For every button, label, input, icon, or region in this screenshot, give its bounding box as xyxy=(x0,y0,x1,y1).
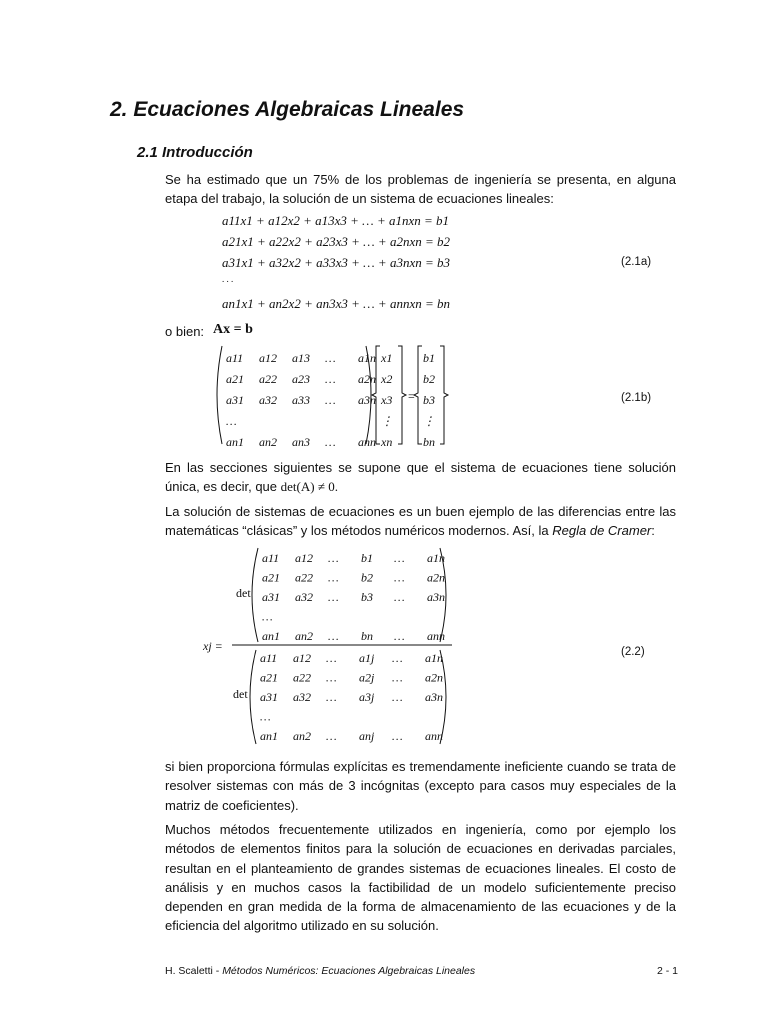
footer-page-number: 2 - 1 xyxy=(657,965,679,977)
cramer-numerator-cell: a1n xyxy=(427,551,445,565)
matrix-a-cell: an1 xyxy=(226,435,244,449)
matrix-a-cell: a2n xyxy=(358,372,376,386)
paragraph-engineering-methods: Muchos métodos frecuentemente utilizados en ingeniería, como por ejemplo los métodos de elementos finitos para la solución de ecuaciones en derivadas parciales, resultan en el planteamiento de grandes sistemas de ecuaciones lineales. El costo de análisis y en muchos casos la factibilidad de un modelo suficientemente preciso dependen en gran medida de la forma de almacenamiento de las ecuaciones y de la eficiencia del algoritmo utilizado en su solución. xyxy=(165,822,676,934)
equation-label-2-2: (2.2) xyxy=(621,646,645,658)
cramer-numerator-cell: … xyxy=(394,570,405,585)
footer-citation xyxy=(165,965,475,977)
vector-x-cell: x1 xyxy=(381,351,393,365)
cramer-denominator-cell: … xyxy=(326,670,337,685)
matrix-a-cell: a11 xyxy=(226,351,244,365)
matrix-a-cell: … xyxy=(325,435,336,449)
cramer-numerator-cell: … xyxy=(328,570,339,585)
para3-end: : xyxy=(651,523,655,539)
matrix-a-cell: ann xyxy=(358,435,376,449)
paragraph-unique-solution xyxy=(165,458,676,497)
para3-text: La solución de sistemas de ecuaciones es un buen ejemplo de las diferencias entre las matemáticas “clásicas” y los métodos numéricos modernos. Así, la xyxy=(165,504,676,539)
det-condition: det(A) ≠ 0. xyxy=(280,479,338,495)
matrix-a-cell: … xyxy=(325,393,336,407)
vector-x-cell: x2 xyxy=(381,372,393,386)
cramer-numerator-cell: a21 xyxy=(262,570,280,585)
matrix-a-cell: an2 xyxy=(259,435,277,449)
cramer-denominator-cell: … xyxy=(392,670,403,685)
cramer-numerator-cell: … xyxy=(262,609,273,624)
cramer-denominator-cell: … xyxy=(260,709,271,724)
det-denominator-label: det xyxy=(233,687,248,701)
footer-author: H. Scaletti - xyxy=(165,965,220,977)
cramer-rule-term: Regla de Cramer xyxy=(552,523,652,539)
vector-x-right-brace xyxy=(398,346,406,444)
matrix-a-cell: a23 xyxy=(292,372,310,386)
cramer-numerator-cell: … xyxy=(394,629,405,643)
equation-line-3: a31x1 + a32x2 + a33x3 + … + a3nxn = b3 xyxy=(222,255,451,270)
cramer-numerator-cell: a3n xyxy=(427,590,445,604)
matrix-a-cell: a12 xyxy=(259,351,277,365)
obien-text: o bien: xyxy=(165,324,205,339)
cramer-numerator-cell: a31 xyxy=(262,590,280,604)
para2-text: En las secciones siguientes se supone que el sistema de ecuaciones tiene solución única, es decir, que xyxy=(165,460,676,495)
cramer-numerator-cell: a32 xyxy=(295,590,313,604)
cramer-denominator-cell: a1j xyxy=(359,651,375,665)
matrix-a-left-paren xyxy=(217,346,222,444)
cramer-numerator-cell: b1 xyxy=(361,551,373,565)
cramer-numerator-cell: … xyxy=(328,590,339,604)
cramer-denominator-cell: a31 xyxy=(260,690,278,704)
cramer-numerator-cell: a12 xyxy=(295,551,313,565)
vector-x-cell: xn xyxy=(381,435,393,449)
matrix-a-cell: a3n xyxy=(358,393,376,407)
cramer-numerator-cell: … xyxy=(328,629,339,643)
cramer-denominator-cell: … xyxy=(326,690,337,704)
matrix-a-cell: … xyxy=(226,414,237,428)
vector-b-cell: bn xyxy=(423,435,435,449)
cramer-numerator-cell: an2 xyxy=(295,629,313,643)
cramer-denominator-cell: … xyxy=(326,651,337,665)
cramer-denominator-cell: a12 xyxy=(293,651,311,665)
cramer-denominator-cell: a32 xyxy=(293,690,311,704)
matrix-a-cell: … xyxy=(325,372,336,386)
equation-label-2-1a: (2.1a) xyxy=(621,256,652,268)
cramer-numerator-cell: b2 xyxy=(361,570,373,585)
cramer-numerator-cell: ann xyxy=(427,629,445,643)
cramer-numerator-cell: … xyxy=(394,551,405,565)
cramer-denominator-cell: a2n xyxy=(425,670,443,685)
matrix-a-cell: a22 xyxy=(259,372,277,386)
vector-x-cell: x3 xyxy=(381,393,393,407)
matrix-a-cell: a32 xyxy=(259,393,277,407)
footer-title: Métodos Numéricos: Ecuaciones Algebraicas Lineales xyxy=(222,965,476,977)
denominator-left-paren xyxy=(250,650,256,744)
cramer-numerator-cell: … xyxy=(328,551,339,565)
cramer-denominator-cell: a22 xyxy=(293,670,311,685)
cramer-numerator-cell: an1 xyxy=(262,629,280,643)
equation-line-2: a21x1 + a22x2 + a23x3 + … + a2nxn = b2 xyxy=(222,234,451,249)
equation-label-2-1b: (2.1b) xyxy=(621,392,652,404)
cramer-denominator-cell: … xyxy=(392,651,403,665)
matrix-a-cell: an3 xyxy=(292,435,310,449)
equals-sign: = xyxy=(408,389,415,403)
matrix-a-cell: a33 xyxy=(292,393,310,407)
chapter-title: 2. Ecuaciones Algebraicas Lineales xyxy=(110,98,465,121)
matrix-a-cell: a1n xyxy=(358,351,376,365)
cramer-denominator-cell: a3n xyxy=(425,690,443,704)
paragraph-intro: Se ha estimado que un 75% de los problemas de ingeniería se presenta, en alguna etapa del trabajo, la solución de un sistema de ecuaciones lineales: xyxy=(165,172,676,207)
cramer-denominator-cell: a11 xyxy=(260,651,278,665)
equation-line-1: a11x1 + a12x2 + a13x3 + … + a1nxn = b1 xyxy=(222,213,450,228)
cramer-denominator-cell: anj xyxy=(359,729,375,743)
vector-b-right-brace xyxy=(440,346,448,444)
cramer-denominator-cell: ann xyxy=(425,729,443,743)
vector-b-cell: ⋮ xyxy=(423,414,435,428)
cramer-numerator-cell: a2n xyxy=(427,570,445,585)
cramer-numerator-cell: … xyxy=(394,590,405,604)
cramer-numerator-cell: a22 xyxy=(295,570,313,585)
vector-b-cell: b3 xyxy=(423,393,435,407)
cramer-lhs: xj = xyxy=(203,639,223,653)
numerator-left-paren xyxy=(252,548,258,642)
paragraph-cramer-intro xyxy=(165,502,676,541)
matrix-a-cell: a21 xyxy=(226,372,244,386)
matrix-equation: Ax = b xyxy=(213,322,253,337)
cramer-denominator-cell: a3j xyxy=(359,690,375,704)
cramer-numerator-cell: b3 xyxy=(361,590,373,604)
cramer-denominator-cell: … xyxy=(392,729,403,743)
equation-line-n: an1x1 + an2x2 + an3x3 + … + annxn = bn xyxy=(222,296,451,311)
matrix-a-cell: a31 xyxy=(226,393,244,407)
vector-b-left-brace xyxy=(414,346,422,444)
cramer-denominator-cell: … xyxy=(392,690,403,704)
matrix-a-cell: a13 xyxy=(292,351,310,365)
cramer-denominator-cell: a1n xyxy=(425,651,443,665)
vector-b-cell: b1 xyxy=(423,351,435,365)
vector-x-cell: ⋮ xyxy=(381,414,393,428)
vector-b-cell: b2 xyxy=(423,372,435,386)
matrix-a-cell: … xyxy=(325,351,336,365)
det-numerator-label: det xyxy=(236,586,251,600)
paragraph-inefficiency: si bien proporciona fórmulas explícitas es tremendamente ineficiente cuando se trata de resolver sistemas con más de 3 incógnitas (excepto para casos muy especiales de la matriz de coeficientes). xyxy=(165,759,676,813)
cramer-denominator-cell: a2j xyxy=(359,670,375,685)
cramer-numerator-cell: a11 xyxy=(262,551,280,565)
cramer-denominator-cell: an2 xyxy=(293,729,311,743)
cramer-denominator-cell: an1 xyxy=(260,729,278,743)
section-title: 2.1 Introducción xyxy=(137,144,253,161)
equation-ellipsis: . . . xyxy=(222,274,234,284)
cramer-numerator-cell: bn xyxy=(361,629,373,643)
cramer-denominator-cell: … xyxy=(326,729,337,743)
cramer-denominator-cell: a21 xyxy=(260,670,278,685)
